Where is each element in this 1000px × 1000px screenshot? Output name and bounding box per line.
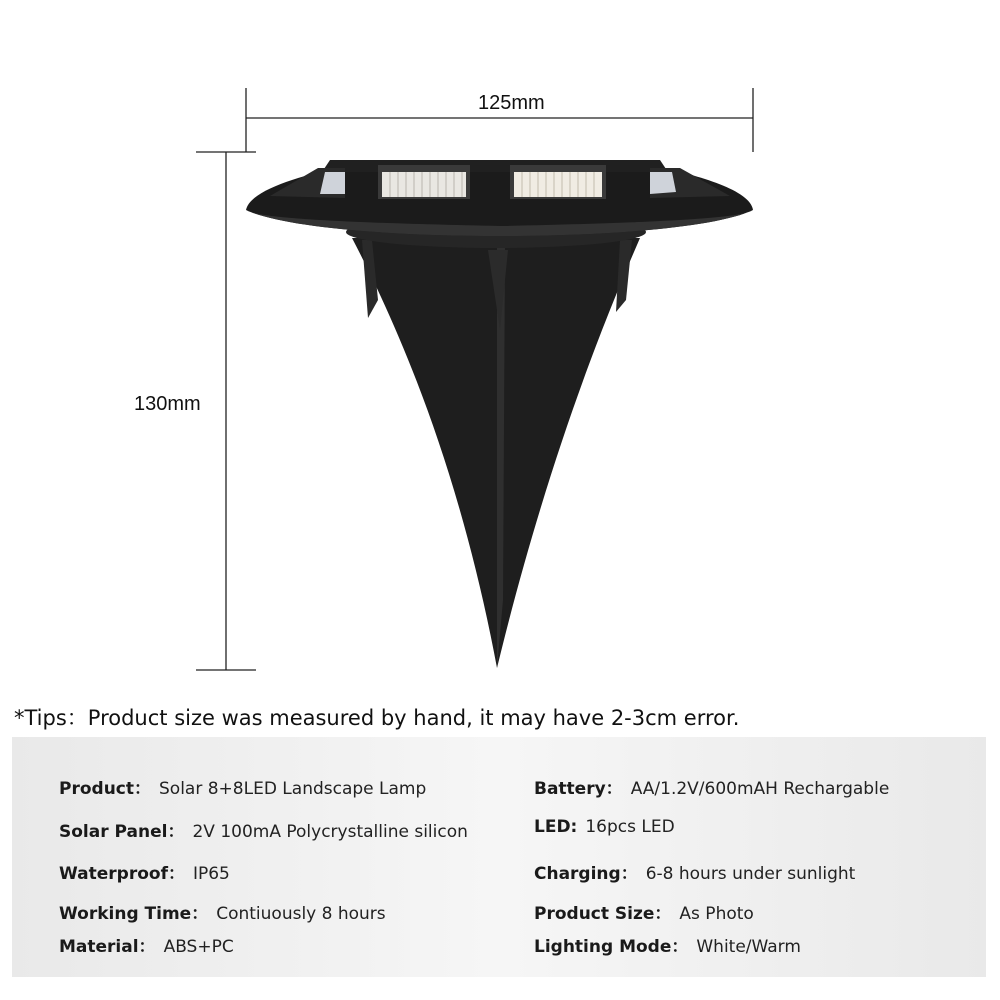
spec-key: Lighting Mode： (534, 937, 689, 957)
spec-key: Solar Panel： (59, 822, 185, 842)
spec-value: 16pcs LED (585, 817, 675, 837)
spec-row (534, 817, 675, 837)
spec-value: As Photo (679, 904, 754, 924)
spec-row (534, 774, 889, 799)
spec-key: Waterproof： (59, 864, 185, 884)
height-dimension-line (196, 152, 256, 670)
spec-key: Battery： (534, 779, 623, 799)
spec-row (59, 899, 386, 924)
led-window-side-right (650, 168, 730, 198)
spec-row (534, 932, 801, 957)
spec-value: ABS+PC (163, 937, 234, 957)
spec-key: Product Size： (534, 904, 672, 924)
spec-key: Working Time： (59, 904, 209, 924)
tips-text: *Tips：Product size was measured by hand, it may have 2-3cm error. (14, 706, 740, 730)
spec-row (59, 859, 230, 884)
spec-row (59, 932, 234, 957)
spec-key: Material： (59, 937, 156, 957)
spec-key: Charging： (534, 864, 638, 884)
spec-row (534, 899, 754, 924)
led-window-left (378, 165, 470, 199)
width-dimension-label: 125mm (478, 92, 545, 114)
spec-key: Product： (59, 779, 151, 799)
spec-row (59, 774, 426, 799)
spec-key: LED: (534, 817, 578, 837)
spec-value: AA/1.2V/600mAH Rechargable (630, 779, 890, 799)
height-dimension-label: 130mm (134, 393, 201, 415)
spec-value: IP65 (192, 864, 230, 884)
spec-value: White/Warm (696, 937, 801, 957)
spec-row (59, 817, 468, 842)
spec-value: 6-8 hours under sunlight (645, 864, 856, 884)
spec-panel (12, 737, 986, 977)
spec-value: 2V 100mA Polycrystalline silicon (192, 822, 468, 842)
spec-row (534, 859, 855, 884)
led-window-right (510, 165, 606, 199)
solar-lamp-illustration (246, 160, 753, 668)
spec-value: Contiuously 8 hours (216, 904, 386, 924)
led-window-side-left (270, 168, 345, 198)
spec-value: Solar 8+8LED Landscape Lamp (159, 779, 427, 799)
